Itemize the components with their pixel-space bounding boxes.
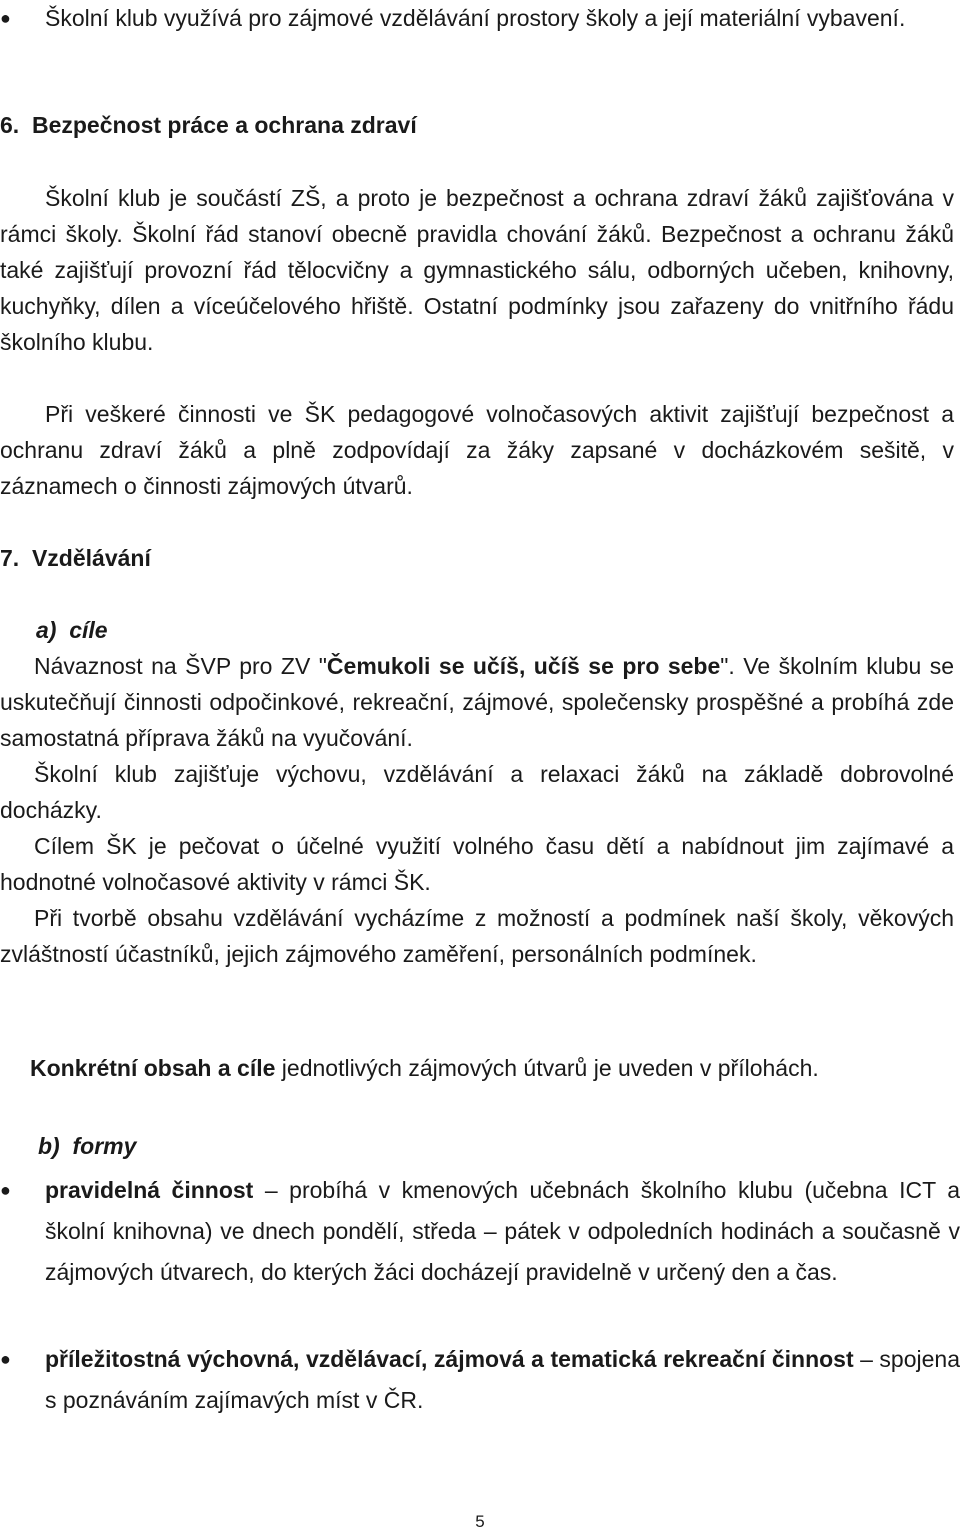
page-number: 5 — [475, 1512, 485, 1531]
paragraph-svp — [0, 648, 954, 756]
subheading-forms: b) formy — [38, 1133, 137, 1159]
svp-text-end: ". Ve školním klubu se uskutečňují činnosti odpočinkové, rekreační, zájmové, společensky prospěšné a probíhá zde samostatná příprava žáků na vyučování. — [0, 653, 955, 751]
paragraph-activities-safety: Při veškeré činnosti ve ŠK pedagogové volnočasových aktivit zajišťují bezpečnost a ochranu zdraví žáků a plně zodpovídají za žáky zapsané v docházkovém sešitě, v záznamech o činnosti zájmových útvarů. — [0, 401, 954, 499]
regular-activity-text: – probíhá v kmenových učebnách školního klubu (učebna ICT a školní knihovna) ve dnech pondělí, středa – pátek v odpoledních hodinách a současně v zájmových útvarech, do kterých žáci docházejí pravidelně v určený den a čas. — [45, 1177, 960, 1285]
svp-text-start: Návaznost na ŠVP pro ZV " — [34, 653, 327, 679]
paragraph-attachments — [30, 1050, 954, 1086]
paragraph-safety: Školní klub je součástí ZŠ, a proto je bezpečnost a ochrana zdraví žáků zajišťována v rámci školy. Školní řád stanoví obecně pravidla chování žáků. Bezpečnost a ochranu žáků také zajišťují provozní řád tělocvičny a gymnastického sálu, odborných učeben, knihovny, kuchyňky, dílen a víceúčelového hřiště. Ostatní podmínky jsou zařazeny do vnitřního řádu školního klubu. — [0, 185, 954, 355]
occasional-activity-label: příležitostná výchovná, vzdělávací, zájmová a tematická rekreační činnost — [45, 1346, 854, 1372]
bullet-icon: ● — [0, 1180, 11, 1200]
regular-activity-label: pravidelná činnost — [45, 1177, 254, 1203]
section-heading-6: 6. Bezpečnost práce a ochrana zdraví — [0, 112, 417, 138]
paragraph-aim: Cílem ŠK je pečovat o účelné využití volného času dětí a nabídnout jim zajímavé a hodnotné volnočasové aktivity v rámci ŠK. — [0, 833, 954, 895]
attachments-text: jednotlivých zájmových útvarů je uveden v přílohách. — [275, 1055, 819, 1081]
attachments-bold: Konkrétní obsah a cíle — [30, 1055, 276, 1081]
occasional-activity-text: – spojena s poznáváním zajímavých míst v ČR. — [45, 1346, 960, 1413]
bullet-item-facilities — [0, 0, 960, 36]
section-heading-7: 7. Vzdělávání — [0, 545, 151, 571]
bullet-text: Školní klub využívá pro zájmové vzdělávání prostory školy a její materiální vybavení. — [45, 5, 906, 31]
svp-motto: Čemukoli se učíš, učíš se pro sebe — [326, 653, 721, 679]
paragraph-education: Školní klub zajišťuje výchovu, vzdělávání a relaxaci žáků na základě dobrovolné docházky. — [0, 761, 954, 823]
bullet-text — [45, 1339, 960, 1421]
bullet-text — [45, 1170, 960, 1293]
bullet-item-regular — [0, 1170, 960, 1293]
subheading-goals: a) cíle — [36, 617, 108, 643]
bullet-icon: ● — [0, 8, 11, 28]
paragraph-content: Při tvorbě obsahu vzdělávání vycházíme z možností a podmínek naší školy, věkových zvláštností účastníků, jejich zájmového zaměření, personálních podmínek. — [0, 905, 954, 967]
bullet-item-occasional — [0, 1339, 960, 1421]
bullet-icon: ● — [0, 1349, 11, 1369]
